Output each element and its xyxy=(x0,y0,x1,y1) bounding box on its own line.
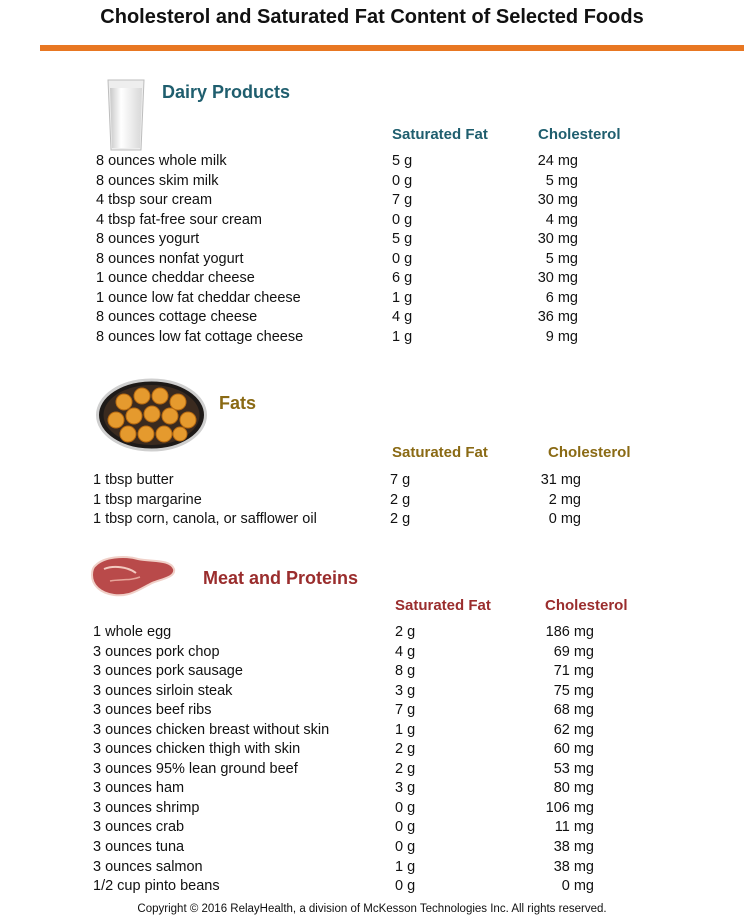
table-row xyxy=(0,721,744,741)
sat-fat-value: 2 g xyxy=(395,741,416,758)
food-name: 8 ounces nonfat yogurt xyxy=(96,250,244,267)
sat-fat-value: 2 g xyxy=(395,760,416,777)
food-name: 3 ounces shrimp xyxy=(93,799,200,816)
food-name: 3 ounces pork sausage xyxy=(93,663,243,680)
table-row xyxy=(0,152,744,172)
table-row xyxy=(0,858,744,878)
food-name: 3 ounces pork chop xyxy=(93,643,220,660)
cholesterol-value: 31 mg xyxy=(540,472,581,488)
sat-fat-value: 3 g xyxy=(395,682,416,699)
page-title: Cholesterol and Saturated Fat Content of Selected Foods xyxy=(100,6,644,28)
cholesterol-value: 36 mg xyxy=(537,309,578,326)
table-row xyxy=(0,643,744,663)
steak-icon xyxy=(90,555,176,597)
sat-fat-value: 0 g xyxy=(395,819,416,836)
cholesterol-value: 53 mg xyxy=(553,760,594,777)
sat-fat-value: 1 g xyxy=(395,858,416,875)
cholesterol-value: 5 mg xyxy=(545,172,578,189)
food-name: 1 tbsp margarine xyxy=(93,491,202,508)
sat-fat-value: 0 g xyxy=(392,250,413,267)
table-row xyxy=(0,491,744,511)
food-name: 3 ounces beef ribs xyxy=(93,702,212,719)
sat-fat-value: 1 g xyxy=(395,721,416,738)
cholesterol-value: 62 mg xyxy=(553,721,594,738)
food-name: 1 tbsp butter xyxy=(93,472,174,488)
table-row xyxy=(0,799,744,819)
food-name: 3 ounces 95% lean ground beef xyxy=(93,760,298,777)
sat-fat-value: 1 g xyxy=(392,289,413,306)
sat-fat-value: 8 g xyxy=(395,663,416,680)
table-row xyxy=(0,818,744,838)
sat-fat-value: 2 g xyxy=(395,624,416,640)
food-name: 8 ounces cottage cheese xyxy=(96,309,258,326)
fried-food-pan-icon xyxy=(96,378,207,452)
meat-title: Meat and Proteins xyxy=(203,568,359,588)
meat-table xyxy=(0,623,744,897)
cholesterol-value: 4 mg xyxy=(545,211,578,228)
table-row xyxy=(0,289,744,309)
sat-fat-value: 0 g xyxy=(392,211,413,228)
cholesterol-value: 6 mg xyxy=(545,289,578,306)
dairy-table xyxy=(0,152,744,347)
cholesterol-value: 5 mg xyxy=(545,250,578,267)
cholesterol-value: 68 mg xyxy=(553,702,594,719)
cholesterol-value: 30 mg xyxy=(537,270,578,287)
sat-fat-value: 1 g xyxy=(392,328,413,345)
milk-glass-icon xyxy=(106,78,146,152)
sat-fat-value: 7 g xyxy=(392,192,413,209)
cholesterol-value: 0 mg xyxy=(548,511,581,528)
food-name: 3 ounces crab xyxy=(93,819,185,836)
sat-fat-value: 3 g xyxy=(395,780,416,797)
food-name: 3 ounces salmon xyxy=(93,858,203,875)
food-name: 1 ounce cheddar cheese xyxy=(96,270,255,287)
food-name: 3 ounces sirloin steak xyxy=(93,682,233,699)
cholesterol-value: 60 mg xyxy=(553,741,594,758)
cholesterol-value: 71 mg xyxy=(553,663,594,680)
table-row xyxy=(0,172,744,192)
fats-title: Fats xyxy=(219,393,257,413)
sat-fat-value: 5 g xyxy=(392,153,413,169)
sat-fat-value: 0 g xyxy=(395,799,416,816)
table-row xyxy=(0,740,744,760)
table-row xyxy=(0,877,744,897)
table-row xyxy=(0,308,744,328)
table-row xyxy=(0,779,744,799)
fats-table xyxy=(0,471,744,530)
food-name: 4 tbsp sour cream xyxy=(96,192,213,209)
table-row xyxy=(0,328,744,348)
sat-fat-value: 7 g xyxy=(390,472,411,488)
cholesterol-value: 11 mg xyxy=(554,819,594,836)
cholesterol-value: 69 mg xyxy=(553,643,594,660)
food-name: 1 tbsp corn, canola, or safflower oil xyxy=(93,511,317,528)
cholesterol-value: 38 mg xyxy=(553,858,594,875)
cholesterol-value: 30 mg xyxy=(537,192,578,209)
cholesterol-value: 75 mg xyxy=(553,682,594,699)
fats-cholesterol-header: Cholesterol xyxy=(548,444,631,461)
table-row xyxy=(0,623,744,643)
table-row xyxy=(0,682,744,702)
fats-sat-fat-header: Saturated Fat xyxy=(392,444,488,461)
meat-sat-fat-header: Saturated Fat xyxy=(395,597,491,614)
food-name: 8 ounces yogurt xyxy=(96,231,200,248)
food-name: 3 ounces chicken breast without skin xyxy=(93,721,330,738)
table-row xyxy=(0,230,744,250)
table-row xyxy=(0,701,744,721)
dairy-title: Dairy Products xyxy=(162,82,291,102)
cholesterol-value: 24 mg xyxy=(537,153,578,169)
table-row xyxy=(0,760,744,780)
table-row xyxy=(0,510,744,530)
cholesterol-value: 0 mg xyxy=(561,878,594,895)
sat-fat-value: 2 g xyxy=(390,511,411,528)
dairy-cholesterol-header: Cholesterol xyxy=(538,126,621,143)
table-row xyxy=(0,662,744,682)
food-name: 8 ounces skim milk xyxy=(96,172,219,189)
food-name: 3 ounces chicken thigh with skin xyxy=(93,741,301,758)
table-row xyxy=(0,471,744,491)
title-divider xyxy=(40,45,744,51)
cholesterol-value: 106 mg xyxy=(545,799,594,816)
table-row xyxy=(0,269,744,289)
cholesterol-value: 38 mg xyxy=(553,839,594,856)
sat-fat-value: 5 g xyxy=(392,231,413,248)
cholesterol-value: 186 mg xyxy=(545,624,594,640)
food-name: 3 ounces tuna xyxy=(93,839,185,856)
sat-fat-value: 4 g xyxy=(392,309,413,326)
cholesterol-value: 80 mg xyxy=(553,780,594,797)
sat-fat-value: 0 g xyxy=(395,839,416,856)
table-row xyxy=(0,250,744,270)
food-name: 3 ounces ham xyxy=(93,780,185,797)
food-name: 1 ounce low fat cheddar cheese xyxy=(96,289,301,306)
dairy-sat-fat-header: Saturated Fat xyxy=(392,126,488,143)
sat-fat-value: 0 g xyxy=(395,878,416,895)
table-row xyxy=(0,211,744,231)
food-name: 1 whole egg xyxy=(93,624,172,640)
table-row xyxy=(0,191,744,211)
food-name: 8 ounces low fat cottage cheese xyxy=(96,328,304,345)
sat-fat-value: 2 g xyxy=(390,491,411,508)
food-name: 8 ounces whole milk xyxy=(96,153,227,169)
copyright-footer: Copyright © 2016 RelayHealth, a division of McKesson Technologies Inc. All rights reserved. xyxy=(137,903,607,915)
sat-fat-value: 0 g xyxy=(392,172,413,189)
table-row xyxy=(0,838,744,858)
food-name: 4 tbsp fat-free sour cream xyxy=(96,211,263,228)
food-name: 1/2 cup pinto beans xyxy=(93,878,220,895)
sat-fat-value: 4 g xyxy=(395,643,416,660)
cholesterol-value: 30 mg xyxy=(537,231,578,248)
sat-fat-value: 6 g xyxy=(392,270,413,287)
sat-fat-value: 7 g xyxy=(395,702,416,719)
meat-cholesterol-header: Cholesterol xyxy=(545,597,628,614)
cholesterol-value: 2 mg xyxy=(548,491,581,508)
cholesterol-value: 9 mg xyxy=(545,328,578,345)
